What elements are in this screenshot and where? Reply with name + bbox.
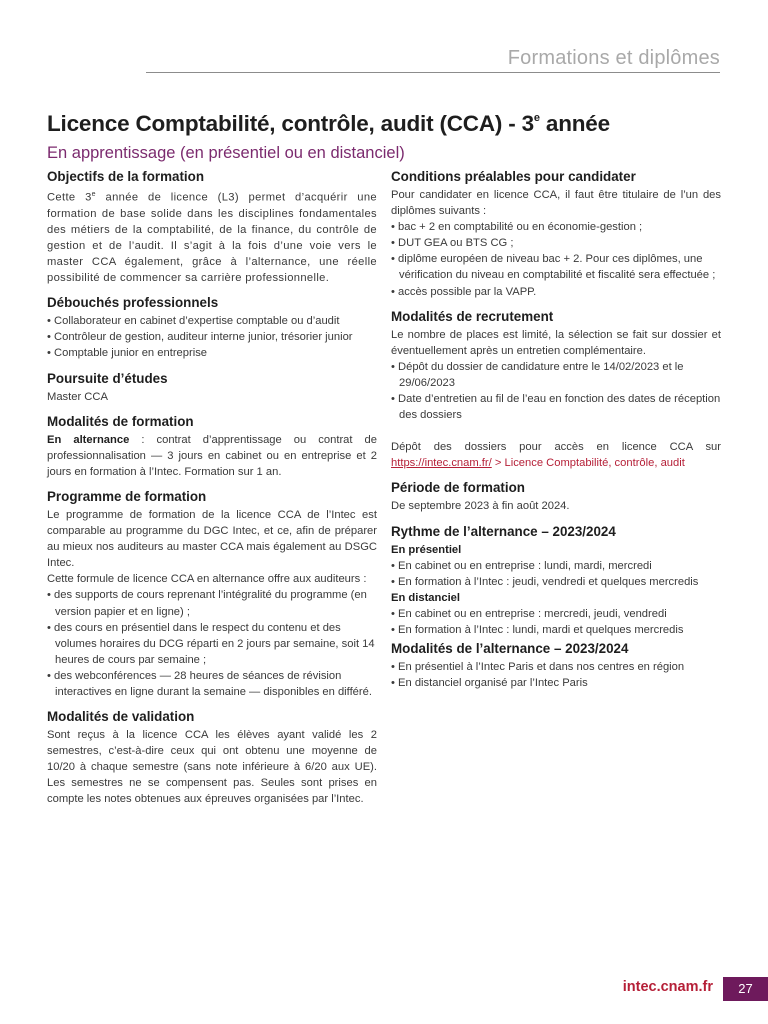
list-item: • Comptable junior en entreprise [47,345,377,361]
section-text: Le programme de formation de la licence CCA de l’Intec est comparable au programme du DGC Intec, et ce, afin de préparer au mieux nos auditeurs au master CCA mais également au DSGC Intec. [47,508,377,570]
list-item: • diplôme européen de niveau bac + 2. Pour ces diplômes, une vérification du niveau en comptabilité et fiscalité sera effectuée ; [391,251,721,283]
recrutement-list [391,359,721,423]
rythme-distanciel-label: En distanciel [391,591,461,604]
section-heading: Modalités de formation [47,413,194,429]
list-item: • En formation à l’Intec : jeudi, vendredi et quelques mercredis [391,574,721,590]
depot-text [391,439,721,471]
modalites-alternance-list [391,659,721,691]
section-text: Pour candidater en licence CCA, il faut être titulaire de l’un des diplômes suivants : [391,189,721,218]
footer-url[interactable]: intec.cnam.fr [622,979,713,995]
section-heading: Modalités de validation [47,709,195,725]
list-item: • En formation à l’Intec : lundi, mardi et quelques mercredis [391,622,721,638]
depot-text-lead: Dépôt des dossiers pour accès en licence CCA sur [391,441,721,454]
section-heading: Rythme de l’alternance – 2023/2024 [391,523,616,539]
right-column [391,168,721,699]
conditions-list [391,219,721,299]
list-item: • En cabinet ou en entreprise : mercredi, jeudi, vendredi [391,606,721,622]
section-programme [47,488,377,700]
section-objectifs [47,168,377,286]
rythme-distanciel-list [391,606,721,638]
list-item: • Collaborateur en cabinet d’expertise comptable ou d’audit [47,313,377,329]
list-item: • En cabinet ou en entreprise : lundi, mardi, mercredi [391,558,721,574]
list-item: • En présentiel à l’Intec Paris et dans nos centres en région [391,659,721,675]
section-text: Master CCA [47,390,108,403]
list-item: • En distanciel organisé par l’Intec Paris [391,675,721,691]
depot-link-tail: > Licence Comptabilité, contrôle, audit [491,457,685,470]
page-title-tail: année [539,111,610,136]
list-item: • des webconférences — 28 heures de séances de révision interactives en ligne durant la semaine — disponibles en différé. [47,668,377,700]
list-item: • accès possible par la VAPP. [391,284,721,300]
page-title-superscript: e [533,112,540,124]
section-poursuite [47,370,377,405]
section-heading: Modalités de l’alternance – 2023/2024 [391,641,629,657]
spacer [391,423,721,439]
section-periode [391,479,721,514]
list-item: • des cours en présentiel dans le respect du contenu et des volumes horaires du DCG réparti en 2 jours par semaine, soit 14 heures de cours par semaine ; [47,620,377,668]
list-item: • DUT GEA ou BTS CG ; [391,235,721,251]
section-validation [47,708,377,807]
section-conditions [391,168,721,300]
modalites-formation-text: : contrat d’apprentissage ou contrat de professionnalisation — 3 jours en cabinet ou en entreprise et 2 jours en formation à l’Intec. Formation sur 1 an. [47,433,377,478]
section-modalites-alternance [391,640,721,691]
section-text: Cette formule de licence CCA en alternance offre aux auditeurs : [47,573,367,586]
left-column [47,168,377,816]
page-number-badge: 27 [723,977,768,1001]
section-heading: Période de formation [391,480,525,496]
section-heading: Poursuite d’études [47,370,168,386]
objectifs-text-start: Cette 3 [47,191,92,204]
section-heading: Modalités de recrutement [391,308,554,324]
section-heading: Programme de formation [47,488,207,504]
list-item: • des supports de cours reprenant l’intégralité du programme (en version papier et en ligne) ; [47,587,377,619]
section-heading: Conditions préalables pour candidater [391,169,636,184]
intec-link[interactable]: https://intec.cnam.fr/ [391,457,492,470]
section-text [47,432,377,480]
list-item: • Dépôt du dossier de candidature entre le 14/02/2023 et le 29/06/2023 [391,359,721,391]
objectifs-text-rest: année de licence (L3) permet d’acquérir une formation de base solide dans les disciplines fondamentales des métiers de la comptabilité, de la finance, du contrôle de gestion et de l’audit. Il s’agit à la fois d’une voie vers le master CCA également, grâce à l’alternance, une réelle possibilité de commencer sa carrière professionnelle. [47,191,377,285]
section-debouches [47,294,377,361]
programme-list [47,587,377,700]
list-item: • Contrôleur de gestion, auditeur interne junior, trésorier junior [47,329,377,345]
page-title [47,111,610,137]
objectifs-text-sup: e [91,191,96,198]
section-text: Le nombre de places est limité, la sélection se fait sur dossier et éventuellement après un entretien complémentaire. [391,328,721,357]
section-modalites-formation [47,413,377,480]
page-subtitle: En apprentissage (en présentiel ou en distanciel) [47,144,405,162]
list-item: • Date d’entretien au fil de l’eau en fonction des dates de réception des dossiers [391,391,721,423]
rythme-presentiel-list [391,558,721,590]
header-section-title: Formations et diplômes [507,47,720,69]
list-item: • bac + 2 en comptabilité ou en économie-gestion ; [391,219,721,235]
modalites-formation-bold: En alternance [47,433,130,446]
section-heading: Débouchés professionnels [47,295,219,311]
section-heading: Objectifs de la formation [47,169,204,184]
section-recrutement [391,308,721,472]
debouches-list [47,313,377,361]
section-text: Sont reçus à la licence CCA les élèves ayant validé les 2 semestres, c’est-à-dire ceux qui ont obtenu une moyenne de 10/20 à chaque semestre (sans note inférieure à 6/20 aux UE). Les semestres ne se compensent pas. Seules sont prises en compte les notes obtenues aux épreuves organisées par l’Intec. [47,729,377,806]
section-rythme [391,523,721,639]
section-text: De septembre 2023 à fin août 2024. [391,500,570,513]
section-text [47,187,377,286]
header-rule [146,72,720,73]
rythme-presentiel-label: En présentiel [391,543,462,556]
page-title-text: Licence Comptabilité, contrôle, audit (CCA) - 3 [47,111,534,136]
